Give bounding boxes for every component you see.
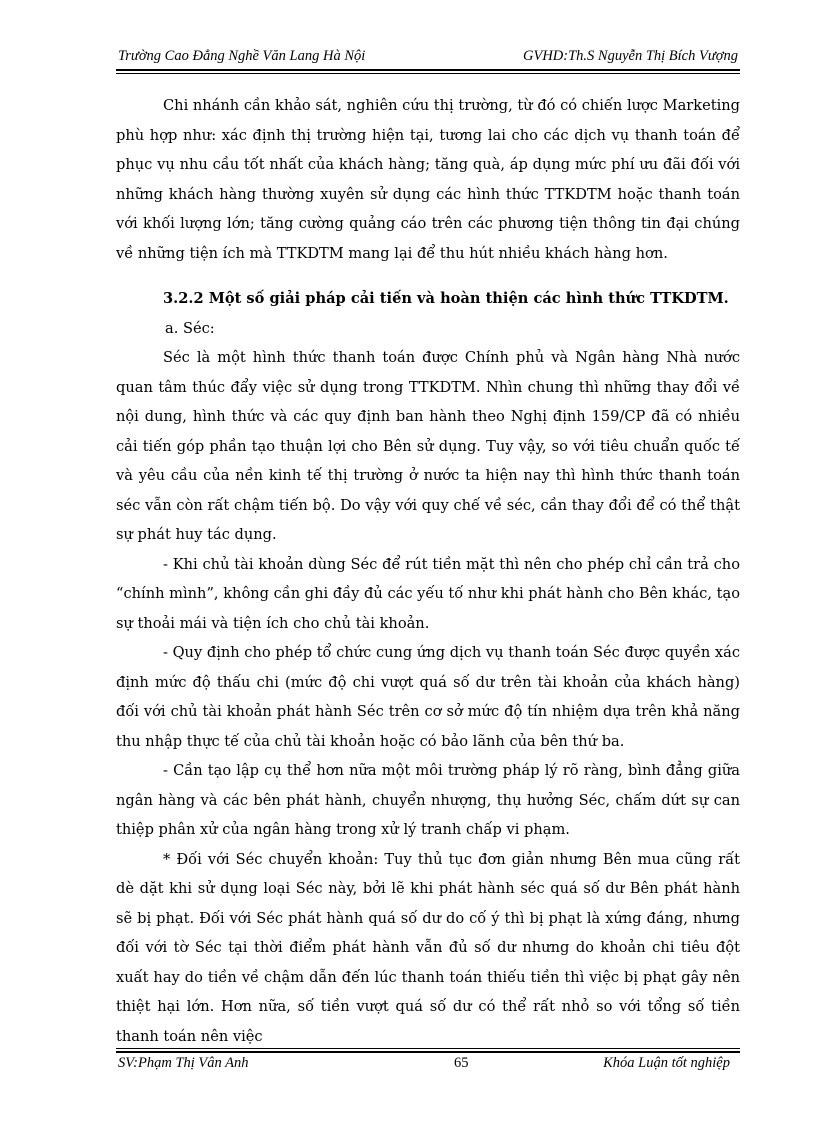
- header-rule: [116, 69, 740, 71]
- paragraph-transfer-cheque: * Đối với Séc chuyển khoản: Tuy thủ tục đơn giản nhưng Bên mua cũng rất dè dặt khi sử dụng loại Séc này, bởi lẽ khi phát hành séc quá số dư Bên phát hành sẽ bị phạt. Đối với Séc phát hành quá số dư do cố ý thì bị phạt là xứng đáng, nhưng đối với tờ Séc tại thời điểm phát hành vẫn đủ số dư nhưng do khoản chi tiêu đột xuất hay do tiền về chậm dẫn đến lúc thanh toán thiếu tiền thì việc bị phạt gây nên thiệt hại lớn. Hơn nữa, số tiền vượt quá số dư có thể rất nhỏ so với tổng số tiền thanh toán nên việc: [116, 850, 740, 1045]
- footer-rule-thin: [116, 1048, 740, 1049]
- paragraph-marketing: Chi nhánh cần khảo sát, nghiên cứu thị trường, từ đó có chiến lược Marketing phù hợp như: xác định thị trường hiện tại, tương lai cho các dịch vụ thanh toán để phục vụ nhu cầu tốt nhất của khách hàng; tăng quà, áp dụng mức phí ưu đãi đối với những khách hàng thường xuyên sử dụng các hình thức TTKDTM hoặc thanh toán với khối lượng lớn; tăng cường quảng cáo trên các phương tiện thông tin đại chúng về những tiện ích mà TTKDTM mang lại để thu hút nhiều khách hàng hơn.: [116, 97, 740, 262]
- page-header: [118, 48, 738, 68]
- header-supervisor: GVHD:Th.S Nguyễn Thị Bích Vượng: [522, 48, 738, 64]
- footer-rule: [116, 1051, 740, 1053]
- section-heading: 3.2.2 Một số giải pháp cải tiến và hoàn thiện các hình thức TTKDTM.: [163, 290, 729, 307]
- page-number: 65: [454, 1055, 469, 1071]
- footer-doc-type: Khóa Luận tốt nghiệp: [603, 1055, 730, 1071]
- header-rule-thin: [116, 73, 740, 74]
- header-school: Trường Cao Đẳng Nghề Văn Lang Hà Nội: [118, 48, 366, 64]
- paragraph-overdraft: - Quy định cho phép tổ chức cung ứng dịch vụ thanh toán Séc được quyền xác định mức độ thấu chi (mức độ chi vượt quá số dư trên tài khoản của khách hàng) đối với chủ tài khoản phát hành Séc trên cơ sở mức độ tín nhiệm dựa trên khả năng thu nhập thực tế của chủ tài khoản hoặc có bảo lãnh của bên thứ ba.: [116, 644, 740, 750]
- page-footer: [118, 1055, 730, 1075]
- paragraph-legal-environment: - Cần tạo lập cụ thể hơn nữa một môi trường pháp lý rõ ràng, bình đẳng giữa ngân hàng và các bên phát hành, chuyển nhượng, thụ hưởng Séc, chấm dứt sự can thiệp phân xử của ngân hàng trong xử lý tranh chấp vi phạm.: [116, 762, 740, 838]
- paragraph-cheque-intro: Séc là một hình thức thanh toán được Chính phủ và Ngân hàng Nhà nước quan tâm thúc đẩy việc sử dụng trong TTKDTM. Nhìn chung thì những thay đổi về nội dung, hình thức và các quy định ban hành theo Nghị định 159/CP đã có nhiều cải tiến góp phần tạo thuận lợi cho Bên sử dụng. Tuy vậy, so với tiêu chuẩn quốc tế và yêu cầu của nền kinh tế thị trường ở nước ta hiện nay thì hình thức thanh toán séc vẫn còn rất chậm tiến bộ. Do vậy với quy chế về séc, cần thay đổi để có thể thật sự phát huy tác dụng.: [116, 349, 740, 543]
- document-body: [116, 91, 740, 1051]
- subsection-heading: a. Séc:: [165, 319, 215, 337]
- paragraph-cash-withdrawal: - Khi chủ tài khoản dùng Séc để rút tiền mặt thì nên cho phép chỉ cần trả cho “chính mình”, không cần ghi đầy đủ các yếu tố như khi phát hành cho Bên khác, tạo sự thoải mái và tiện ích cho chủ tài khoản.: [116, 555, 740, 632]
- footer-student: SV:Phạm Thị Vân Anh: [118, 1055, 249, 1071]
